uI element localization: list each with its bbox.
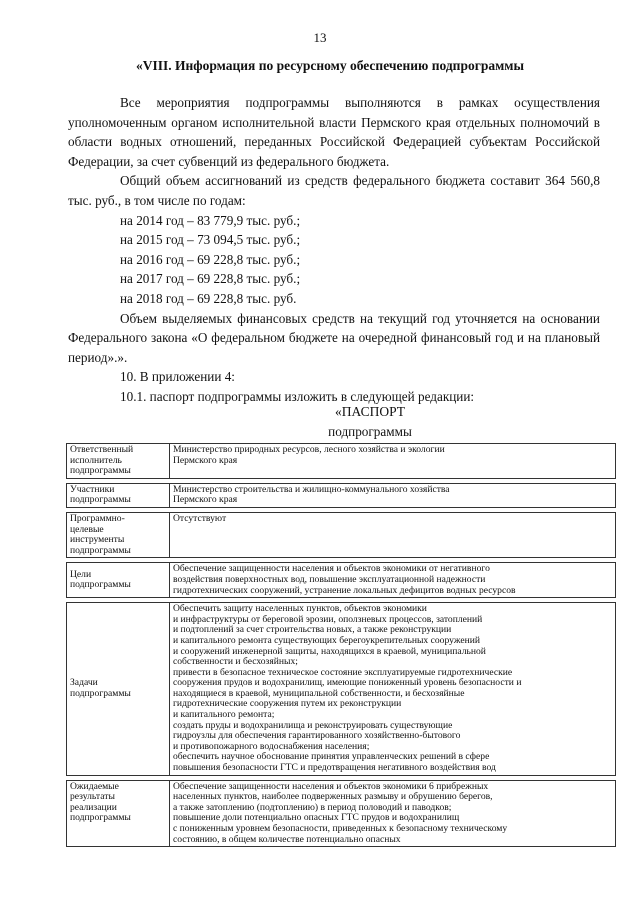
table-row (67, 483, 616, 507)
passport-title: «ПАСПОРТ (335, 404, 405, 419)
paragraph-1 (68, 93, 600, 171)
value-line: Пермского края (173, 494, 238, 506)
passport-subtitle: подпрограммы (328, 424, 412, 439)
page-number: 13 (313, 30, 327, 45)
label-line: подпрограммы (70, 687, 131, 699)
row-label (67, 512, 170, 557)
value-line: состоянию, в общем количестве потенциально опасных (173, 833, 401, 845)
value-line: сооружения прудов и водохранилищ, имеющие пониженный уровень безопасности и (173, 677, 522, 689)
row-label (67, 563, 170, 598)
value-line: и капитального ремонта; (173, 709, 275, 721)
label-line: подпрограммы (70, 579, 131, 591)
value-line: повышение доли потенциально опасных ГТС прудов и водохранилищ (173, 812, 460, 824)
value-line: с пониженным уровнем безопасности, приведенных к безопасному техническому (173, 823, 508, 834)
item-10: 10. В приложении 4: (120, 369, 235, 385)
label-line: результаты (70, 791, 115, 803)
value-line: Министерство строительства и жилищно-коммунального хозяйства (173, 483, 450, 495)
text-line: на основании Федерального закона «О федеральном бюджете на очередной (68, 310, 600, 346)
value-line: повышения безопасности ГТС и предотвращения негативного воздействия вод (173, 762, 496, 774)
value-line: Отсутствуют (173, 512, 227, 524)
section-heading: «VIII. Информация по ресурсному обеспечению подпрограммы (135, 58, 525, 73)
row-label (67, 444, 170, 479)
label-line: целевые (70, 523, 104, 535)
value-line: Министерство природных ресурсов, лесного хозяйства и экологии (173, 444, 445, 455)
value-line: создать пруды и водохранилища и реконструировать существующие (173, 719, 453, 731)
value-line: собственности и бесхозяйных; (173, 656, 298, 668)
value-line: гидротехнические сооружения путем их реконструкции (173, 698, 402, 710)
label-line: подпрограммы (70, 544, 131, 556)
label-line: Задачи (70, 677, 98, 689)
value-line: Обеспечение защищенности населения и объектов экономики от негативного (173, 563, 490, 575)
row-value (170, 563, 616, 598)
label-line: Ответственный (70, 444, 134, 455)
text-line: уполномоченным органом исполнительной власти Пермского края отдельных (68, 114, 516, 130)
value-line: привести в безопасное техническое состояние эксплуатируемые гидротехнические (173, 666, 513, 678)
label-line: подпрограммы (70, 812, 131, 824)
text-line: субъектам Российской Федерации, за счет субвенций из федерального бюджета. (68, 134, 600, 169)
row-label (67, 603, 170, 776)
year-line-2017: на 2017 год – 69 228,8 тыс. руб.; (120, 271, 301, 287)
row-value (170, 603, 616, 776)
table-row (67, 512, 616, 557)
year-line-2018: на 2018 год – 69 228,8 тыс. руб. (120, 290, 297, 306)
value-line: воздействия поверхностных вод, повышение эксплуатационной надежности (173, 573, 486, 585)
label-line: Ожидаемые (70, 780, 119, 792)
document-body (68, 93, 600, 407)
label-line: Участники (70, 483, 115, 495)
text-line: Общий объем ассигнований из средств федерального бюджета составит (120, 173, 540, 189)
value-line: и сооружений инженерной защиты, находящихся в краевой, муниципальной (173, 645, 486, 657)
value-line: и инфраструктуры от береговой эрозии, оползневых процессов, затоплений (173, 613, 483, 625)
row-value (170, 780, 616, 847)
value-line: обеспечить научное обоснование принятия управленческих решений в сфере (173, 751, 490, 763)
table-row (67, 780, 616, 847)
value-line: и капитального ремонта существующих берегоукрепительных сооружений (173, 634, 480, 646)
value-line: Обеспечение защищенности населения и объектов экономики 6 прибрежных (173, 780, 489, 792)
value-line: находящиеся в краевой, муниципальной собственности, и бесхозяйные (173, 687, 465, 699)
paragraph-3 (68, 309, 600, 368)
row-label (67, 483, 170, 507)
paragraph-2 (68, 171, 600, 210)
text-line: 364 560,8 тыс. руб., в том числе по годам: (68, 173, 601, 208)
table-row (67, 444, 616, 479)
label-line: Программно- (70, 512, 125, 524)
label-line: исполнитель (70, 454, 122, 466)
label-line: подпрограммы (70, 494, 131, 506)
text-line: Объем выделяемых финансовых средств на текущий год уточняется (120, 310, 518, 326)
row-label (67, 780, 170, 847)
row-value (170, 444, 616, 479)
row-value (170, 512, 616, 557)
value-line: и противопожарного водоснабжения населения; (173, 740, 370, 752)
value-line: гидроузлы для обеспечения гарантированного хозяйственно-бытового (173, 730, 461, 742)
value-line: Обеспечить защиту населенных пунктов, объектов экономики (173, 603, 427, 615)
label-line: подпрограммы (70, 465, 131, 477)
label-line: реализации (70, 801, 117, 813)
label-line: инструменты (70, 534, 125, 546)
text-line: финансовый год и на плановый период».». (68, 330, 600, 365)
text-line: Все мероприятия подпрограммы выполняются в рамках осуществления (120, 95, 600, 110)
label-line: Цели (70, 568, 92, 580)
text-line: полномочий в области водных отношений, переданных Российской Федерацией (68, 114, 601, 150)
passport-table (66, 443, 616, 847)
value-line: гидротехнических сооружений, устранение локальных дефицитов водных ресурсов (173, 584, 516, 596)
year-line-2014: на 2014 год – 83 779,9 тыс. руб.; (120, 212, 301, 228)
item-10-1: 10.1. паспорт подпрограммы изложить в следующей редакции: (120, 388, 475, 404)
passport-table-body (67, 444, 616, 847)
value-line: Пермского края (173, 454, 238, 466)
value-line: населенных пунктов, наиболее подверженных размыву и обрушению берегов, (173, 791, 493, 803)
value-line: и подтоплений за счет строительства новых, а также реконструкции (173, 624, 452, 636)
table-row (67, 563, 616, 598)
year-line-2016: на 2016 год – 69 228,8 тыс. руб.; (120, 251, 301, 267)
table-row (67, 603, 616, 776)
year-line-2015: на 2015 год – 73 094,5 тыс. руб.; (120, 232, 301, 248)
row-value (170, 483, 616, 507)
value-line: а также затоплению (подтоплению) в период половодий и паводков; (173, 801, 452, 813)
